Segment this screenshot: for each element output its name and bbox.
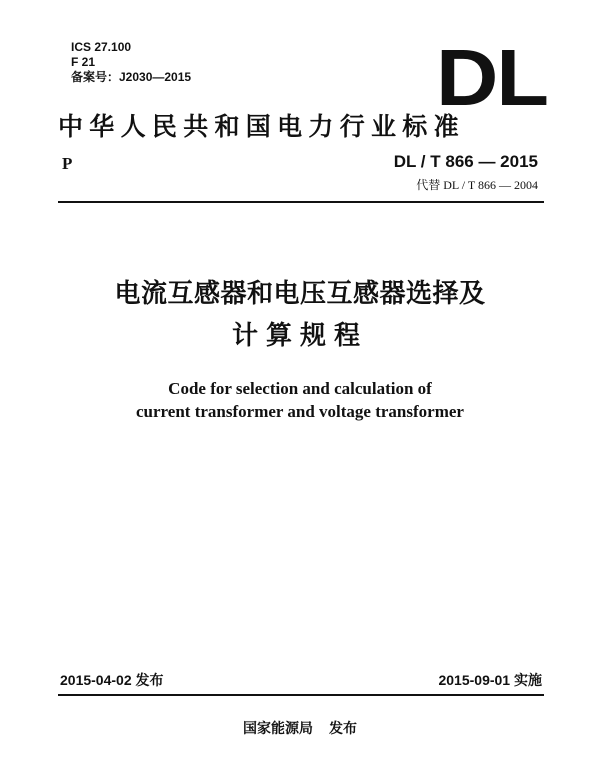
chinese-title-line-2: 计算规程: [231, 321, 368, 351]
replaces-standard: 代替 DL / T 866 — 2004: [416, 178, 538, 192]
header-divider: [58, 201, 544, 203]
filing-number: 备案号：J2030—2015: [71, 70, 192, 84]
implementation-date: 2015-09-01 实施: [438, 672, 542, 688]
ccs-code: F 21: [71, 55, 96, 69]
publisher-line: [0, 720, 600, 738]
english-title-line-1: Code for selection and calculation of: [168, 379, 432, 398]
standard-number: DL / T 866 — 2015: [393, 152, 538, 171]
publisher-name: 国家能源局: [243, 721, 313, 737]
publish-label: 发布: [329, 721, 357, 737]
english-title-line-2: current transformer and voltage transformer: [136, 402, 464, 421]
ics-code: ICS 27.100: [71, 40, 132, 54]
dl-logo: DL: [436, 33, 547, 122]
chinese-title-line-1: 电流互感器和电压互感器选择及: [114, 279, 486, 309]
standard-type-title: 中华人民共和国电力行业标准: [58, 112, 465, 141]
footer-divider: [58, 694, 544, 696]
category-letter: P: [62, 154, 73, 173]
issue-date: 2015-04-02 发布: [60, 672, 164, 688]
